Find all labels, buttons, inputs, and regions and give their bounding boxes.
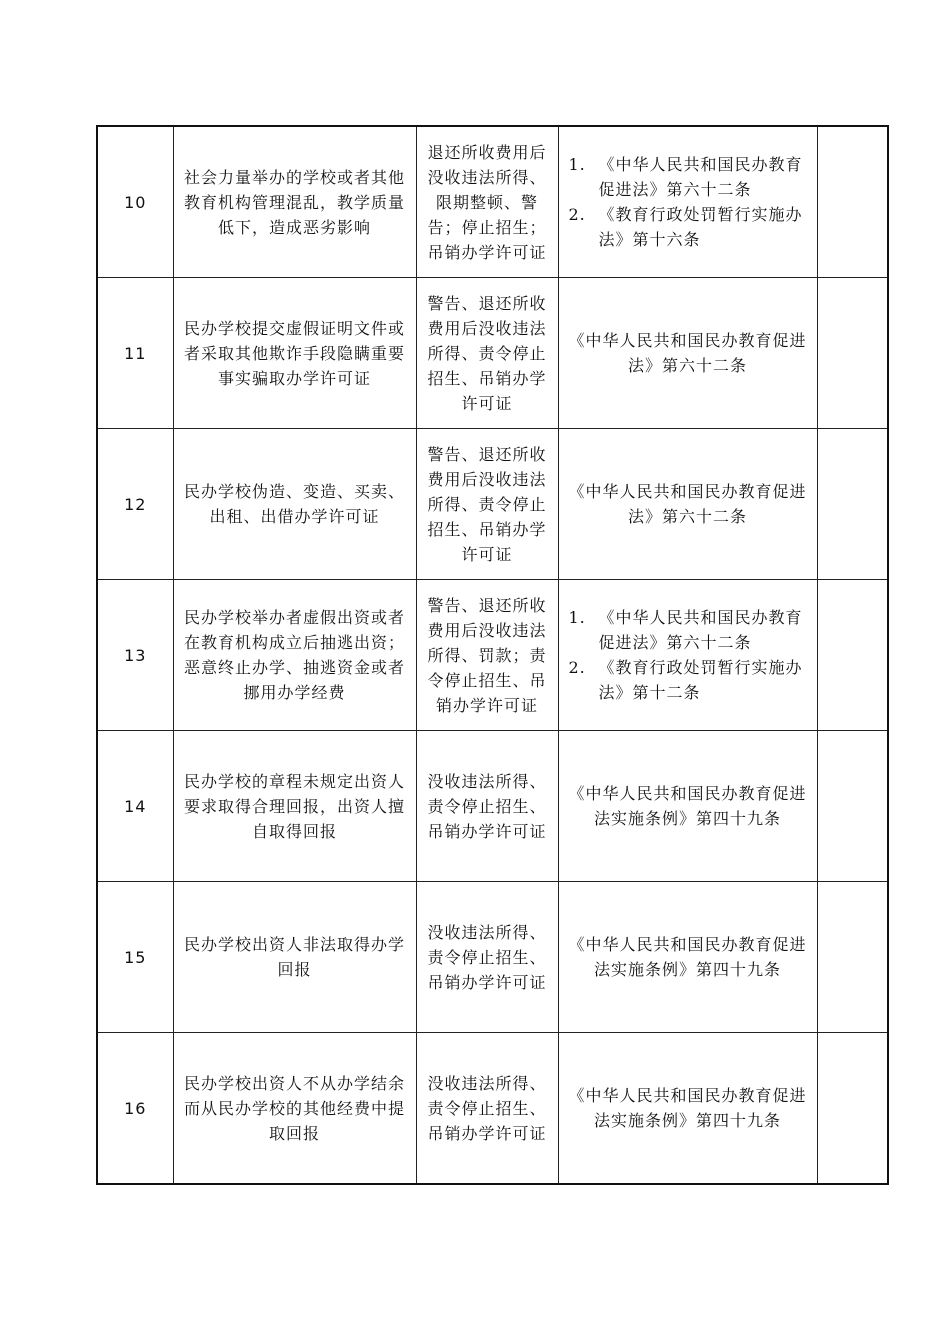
penalty-type: 退还所收费用后没收违法所得、限期整顿、警告；停止招生；吊销办学许可证	[416, 126, 558, 278]
legal-basis	[558, 126, 817, 278]
row-number: 16	[97, 1033, 173, 1185]
basis-item	[569, 202, 807, 252]
empty-cell	[817, 731, 888, 882]
empty-cell	[817, 126, 888, 278]
penalty-type: 没收违法所得、责令停止招生、吊销办学许可证	[416, 731, 558, 882]
basis-item	[569, 655, 807, 705]
basis-item	[569, 605, 807, 655]
basis-text: 《中华人民共和国民办教育促进法》第六十二条	[598, 608, 803, 652]
row-number: 13	[97, 580, 173, 731]
violation-description: 社会力量举办的学校或者其他教育机构管理混乱，教学质量低下，造成恶劣影响	[173, 126, 416, 278]
basis-text: 《中华人民共和国民办教育促进法实施条例》第四十九条	[568, 935, 807, 979]
basis-text: 《中华人民共和国民办教育促进法实施条例》第四十九条	[568, 784, 807, 828]
table-row	[97, 429, 888, 580]
table-row	[97, 580, 888, 731]
legal-basis	[558, 1033, 817, 1185]
violation-description: 民办学校的章程未规定出资人要求取得合理回报，出资人擅自取得回报	[173, 731, 416, 882]
basis-text: 《中华人民共和国民办教育促进法实施条例》第四十九条	[568, 1086, 807, 1130]
basis-number: 1.	[568, 155, 586, 174]
penalty-type: 没收违法所得、责令停止招生、吊销办学许可证	[416, 1033, 558, 1185]
table-row	[97, 731, 888, 882]
basis-item	[569, 152, 807, 202]
basis-number: 2.	[568, 205, 586, 224]
empty-cell	[817, 278, 888, 429]
table-row	[97, 882, 888, 1033]
basis-text: 《中华人民共和国民办教育促进法》第六十二条	[598, 155, 803, 199]
basis-text: 《中华人民共和国民办教育促进法》第六十二条	[568, 331, 807, 375]
row-number: 14	[97, 731, 173, 882]
legal-basis	[558, 278, 817, 429]
table-row	[97, 1033, 888, 1185]
penalty-type: 警告、退还所收费用后没收违法所得、责令停止招生、吊销办学许可证	[416, 429, 558, 580]
row-number: 10	[97, 126, 173, 278]
empty-cell	[817, 882, 888, 1033]
penalty-type: 没收违法所得、责令停止招生、吊销办学许可证	[416, 882, 558, 1033]
penalty-type: 警告、退还所收费用后没收违法所得、责令停止招生、吊销办学许可证	[416, 278, 558, 429]
empty-cell	[817, 429, 888, 580]
violation-description: 民办学校出资人不从办学结余而从民办学校的其他经费中提取回报	[173, 1033, 416, 1185]
row-number: 12	[97, 429, 173, 580]
legal-basis	[558, 580, 817, 731]
table-row	[97, 278, 888, 429]
penalty-table	[96, 125, 889, 1185]
row-number: 11	[97, 278, 173, 429]
violation-description: 民办学校举办者虚假出资或者在教育机构成立后抽逃出资；恶意终止办学、抽逃资金或者挪用办学经费	[173, 580, 416, 731]
row-number: 15	[97, 882, 173, 1033]
empty-cell	[817, 580, 888, 731]
empty-cell	[817, 1033, 888, 1185]
legal-basis	[558, 731, 817, 882]
basis-number: 1.	[568, 608, 586, 627]
legal-basis	[558, 429, 817, 580]
basis-number: 2.	[568, 658, 586, 677]
basis-text: 《教育行政处罚暂行实施办法》第十二条	[598, 658, 803, 702]
violation-description: 民办学校伪造、变造、买卖、出租、出借办学许可证	[173, 429, 416, 580]
basis-text: 《中华人民共和国民办教育促进法》第六十二条	[568, 482, 807, 526]
penalty-type: 警告、退还所收费用后没收违法所得、罚款；责令停止招生、吊销办学许可证	[416, 580, 558, 731]
legal-basis	[558, 882, 817, 1033]
violation-description: 民办学校提交虚假证明文件或者采取其他欺诈手段隐瞒重要事实骗取办学许可证	[173, 278, 416, 429]
table-row	[97, 126, 888, 278]
basis-text: 《教育行政处罚暂行实施办法》第十六条	[598, 205, 803, 249]
violation-description: 民办学校出资人非法取得办学回报	[173, 882, 416, 1033]
